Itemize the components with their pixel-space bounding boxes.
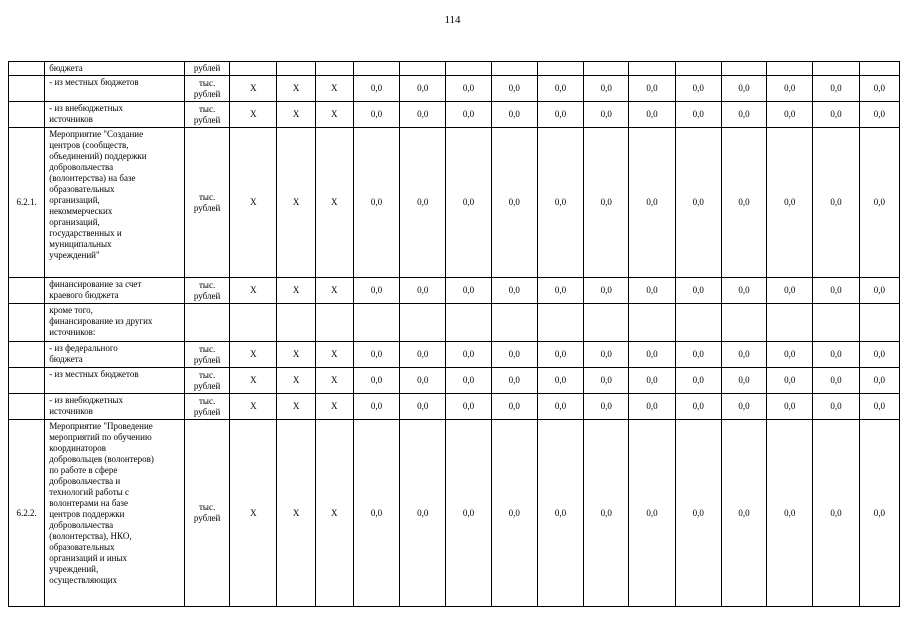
row-number [9, 368, 45, 394]
value-cell: 0,0 [859, 278, 899, 304]
value-cell: 0,0 [491, 394, 537, 420]
table-row [9, 128, 900, 278]
value-cell: 0,0 [537, 394, 583, 420]
value-cell: X [277, 102, 315, 128]
row-unit: тыс. рублей [184, 128, 229, 278]
row-number [9, 278, 45, 304]
value-cell: 0,0 [491, 278, 537, 304]
value-cell: 0,0 [675, 102, 721, 128]
value-cell: X [315, 76, 353, 102]
value-cell: 0,0 [675, 420, 721, 607]
value-cell: 0,0 [446, 76, 491, 102]
value-cell: 0,0 [813, 420, 859, 607]
value-cell [315, 304, 353, 342]
row-unit: рублей [184, 62, 229, 76]
value-cell [277, 304, 315, 342]
table-row [9, 62, 900, 76]
value-cell: 0,0 [813, 278, 859, 304]
value-cell: 0,0 [721, 102, 766, 128]
row-number: 6.2.2. [9, 420, 45, 607]
value-cell: 0,0 [446, 278, 491, 304]
value-cell: 0,0 [400, 76, 446, 102]
value-cell: X [230, 368, 277, 394]
value-cell [230, 62, 277, 76]
value-cell: 0,0 [767, 394, 813, 420]
value-cell: 0,0 [353, 278, 399, 304]
value-cell [446, 304, 491, 342]
value-cell: X [230, 420, 277, 607]
value-cell [446, 62, 491, 76]
page-number: 114 [444, 14, 461, 26]
value-cell [767, 304, 813, 342]
value-cell: X [315, 102, 353, 128]
value-cell: X [315, 278, 353, 304]
value-cell: X [277, 368, 315, 394]
table-row [9, 102, 900, 128]
value-cell: 0,0 [859, 394, 899, 420]
value-cell [813, 304, 859, 342]
value-cell: 0,0 [675, 342, 721, 368]
value-cell [584, 62, 629, 76]
value-cell: 0,0 [629, 368, 675, 394]
value-cell [675, 62, 721, 76]
value-cell: X [230, 278, 277, 304]
value-cell: 0,0 [537, 342, 583, 368]
value-cell: 0,0 [767, 420, 813, 607]
value-cell: X [277, 278, 315, 304]
table-row [9, 304, 900, 342]
value-cell: X [277, 394, 315, 420]
value-cell [400, 62, 446, 76]
row-name: Мероприятие "Создание центров (сообществ, объединений) поддержки добровольчества (волонтерства) на базе образовательных организаций, некоммерческих организаций, государственных и муниципальных учреждений" [45, 128, 185, 278]
value-cell: 0,0 [584, 420, 629, 607]
row-number [9, 62, 45, 76]
row-unit [184, 304, 229, 342]
value-cell: 0,0 [400, 420, 446, 607]
value-cell: 0,0 [353, 102, 399, 128]
row-unit: тыс. рублей [184, 342, 229, 368]
row-number [9, 394, 45, 420]
value-cell [537, 62, 583, 76]
row-unit: тыс. рублей [184, 420, 229, 607]
value-cell: X [277, 420, 315, 607]
value-cell: X [277, 128, 315, 278]
value-cell: 0,0 [491, 102, 537, 128]
value-cell: 0,0 [400, 342, 446, 368]
value-cell: 0,0 [813, 76, 859, 102]
table-row [9, 368, 900, 394]
value-cell [315, 62, 353, 76]
value-cell [353, 62, 399, 76]
value-cell: 0,0 [537, 278, 583, 304]
value-cell: 0,0 [400, 102, 446, 128]
value-cell [859, 304, 899, 342]
value-cell: X [230, 76, 277, 102]
value-cell: X [277, 76, 315, 102]
row-name: - из внебюджетных источников [45, 394, 185, 420]
value-cell: 0,0 [537, 102, 583, 128]
value-cell [721, 304, 766, 342]
value-cell: X [277, 342, 315, 368]
value-cell: 0,0 [446, 102, 491, 128]
row-unit: тыс. рублей [184, 368, 229, 394]
value-cell: 0,0 [721, 128, 766, 278]
value-cell [584, 304, 629, 342]
value-cell: X [315, 368, 353, 394]
value-cell [400, 304, 446, 342]
value-cell: 0,0 [629, 278, 675, 304]
table-row [9, 420, 900, 607]
value-cell: 0,0 [629, 76, 675, 102]
value-cell [277, 62, 315, 76]
value-cell: 0,0 [675, 128, 721, 278]
row-name: Мероприятие "Проведение мероприятий по обучению координаторов добровольцев (волонтеров) по работе в сфере добровольчества и технологий работы с волонтерами на базе центров поддержки добровольчества (волонтерства), НКО, образовательных организаций и иных учреждений, осуществляющих [45, 420, 185, 607]
value-cell: 0,0 [721, 394, 766, 420]
value-cell: 0,0 [813, 128, 859, 278]
table-row [9, 76, 900, 102]
value-cell [767, 62, 813, 76]
value-cell: 0,0 [400, 278, 446, 304]
value-cell: 0,0 [629, 342, 675, 368]
value-cell: 0,0 [584, 368, 629, 394]
row-name: финансирование за счет краевого бюджета [45, 278, 185, 304]
value-cell: 0,0 [859, 102, 899, 128]
value-cell: 0,0 [675, 394, 721, 420]
value-cell: 0,0 [491, 342, 537, 368]
value-cell: 0,0 [721, 278, 766, 304]
value-cell: 0,0 [859, 368, 899, 394]
value-cell: 0,0 [767, 278, 813, 304]
value-cell: 0,0 [859, 420, 899, 607]
value-cell [813, 62, 859, 76]
value-cell: X [230, 128, 277, 278]
value-cell: 0,0 [584, 76, 629, 102]
value-cell: 0,0 [353, 420, 399, 607]
value-cell [230, 304, 277, 342]
value-cell: 0,0 [859, 342, 899, 368]
value-cell: 0,0 [353, 394, 399, 420]
budget-table [8, 61, 900, 607]
value-cell [491, 62, 537, 76]
table-row [9, 394, 900, 420]
value-cell [629, 62, 675, 76]
value-cell: 0,0 [446, 342, 491, 368]
row-number [9, 102, 45, 128]
value-cell: 0,0 [400, 394, 446, 420]
value-cell: 0,0 [537, 128, 583, 278]
value-cell: 0,0 [446, 420, 491, 607]
value-cell: 0,0 [629, 394, 675, 420]
row-number [9, 76, 45, 102]
value-cell: 0,0 [629, 128, 675, 278]
table-row [9, 278, 900, 304]
value-cell: 0,0 [813, 368, 859, 394]
value-cell: 0,0 [491, 76, 537, 102]
row-unit: тыс. рублей [184, 394, 229, 420]
value-cell: 0,0 [537, 420, 583, 607]
value-cell: 0,0 [767, 342, 813, 368]
row-unit: тыс. рублей [184, 76, 229, 102]
value-cell [721, 62, 766, 76]
value-cell: 0,0 [584, 278, 629, 304]
row-unit: тыс. рублей [184, 102, 229, 128]
value-cell: 0,0 [767, 128, 813, 278]
value-cell: 0,0 [353, 368, 399, 394]
value-cell: 0,0 [767, 76, 813, 102]
row-name: бюджета [45, 62, 185, 76]
value-cell: 0,0 [446, 128, 491, 278]
value-cell: 0,0 [400, 128, 446, 278]
value-cell: 0,0 [353, 76, 399, 102]
value-cell: 0,0 [675, 368, 721, 394]
value-cell: 0,0 [584, 102, 629, 128]
value-cell: 0,0 [537, 76, 583, 102]
value-cell: 0,0 [584, 342, 629, 368]
row-name: кроме того, финансирование из других источников: [45, 304, 185, 342]
value-cell: 0,0 [767, 368, 813, 394]
value-cell: 0,0 [629, 102, 675, 128]
row-name: - из внебюджетных источников [45, 102, 185, 128]
value-cell: 0,0 [721, 368, 766, 394]
value-cell: 0,0 [813, 394, 859, 420]
value-cell: 0,0 [400, 368, 446, 394]
value-cell: 0,0 [491, 128, 537, 278]
value-cell: X [230, 394, 277, 420]
row-name: - из федерального бюджета [45, 342, 185, 368]
table-row [9, 342, 900, 368]
value-cell: 0,0 [675, 278, 721, 304]
value-cell: 0,0 [813, 342, 859, 368]
value-cell [675, 304, 721, 342]
value-cell: X [315, 342, 353, 368]
value-cell: 0,0 [584, 128, 629, 278]
row-unit: тыс. рублей [184, 278, 229, 304]
value-cell [629, 304, 675, 342]
value-cell: 0,0 [767, 102, 813, 128]
value-cell: 0,0 [629, 420, 675, 607]
row-name: - из местных бюджетов [45, 76, 185, 102]
value-cell: X [230, 342, 277, 368]
value-cell [537, 304, 583, 342]
row-number [9, 304, 45, 342]
value-cell [353, 304, 399, 342]
value-cell [491, 304, 537, 342]
value-cell: 0,0 [446, 394, 491, 420]
row-number [9, 342, 45, 368]
value-cell: 0,0 [721, 342, 766, 368]
value-cell: 0,0 [721, 76, 766, 102]
value-cell: 0,0 [537, 368, 583, 394]
row-name: - из местных бюджетов [45, 368, 185, 394]
value-cell: 0,0 [675, 76, 721, 102]
value-cell: X [315, 420, 353, 607]
value-cell: 0,0 [813, 102, 859, 128]
value-cell: 0,0 [859, 76, 899, 102]
value-cell [859, 62, 899, 76]
value-cell: 0,0 [353, 342, 399, 368]
value-cell: X [315, 394, 353, 420]
row-number: 6.2.1. [9, 128, 45, 278]
value-cell: 0,0 [584, 394, 629, 420]
value-cell: 0,0 [491, 368, 537, 394]
value-cell: 0,0 [721, 420, 766, 607]
value-cell: X [315, 128, 353, 278]
value-cell: 0,0 [491, 420, 537, 607]
value-cell: 0,0 [446, 368, 491, 394]
value-cell: X [230, 102, 277, 128]
value-cell: 0,0 [353, 128, 399, 278]
value-cell: 0,0 [859, 128, 899, 278]
